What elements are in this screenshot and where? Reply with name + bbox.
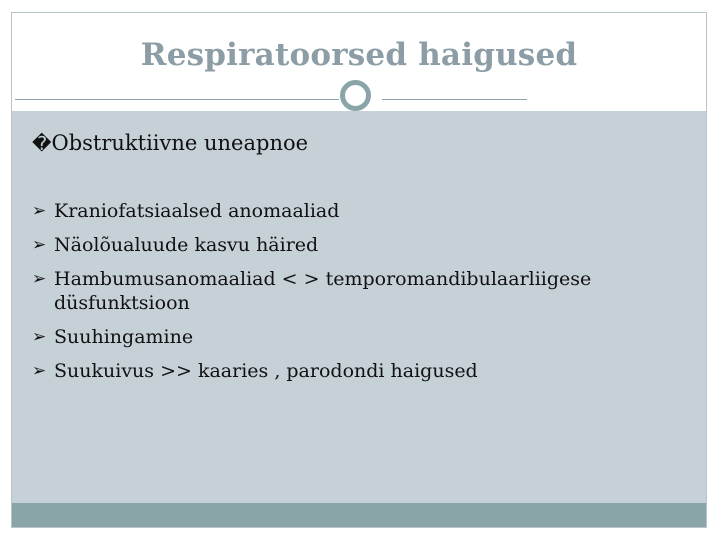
slide: [11, 12, 707, 528]
list-item: [32, 359, 682, 383]
content-area: [12, 111, 706, 503]
list-item-text: Näolõualuude kasvu häired: [54, 234, 319, 256]
bullet-list: [32, 199, 682, 393]
list-item-text: Kraniofatsiaalsed anomaaliad: [54, 200, 340, 222]
list-item: [32, 325, 682, 349]
arrow-bullet-icon: ➢: [32, 361, 47, 381]
footer-bar: [12, 503, 706, 527]
arrow-bullet-icon: ➢: [32, 327, 47, 347]
list-item-text: Suuhingamine: [54, 326, 194, 348]
list-item: [32, 233, 682, 257]
divider-line-right: [382, 99, 527, 100]
heading-bullet-box-icon: �: [32, 133, 52, 155]
heading-text: Obstruktiivne uneapnoe: [51, 131, 309, 155]
slide-title: Respiratoorsed haigused: [140, 37, 578, 73]
divider-line-left: [15, 99, 339, 100]
arrow-bullet-icon: ➢: [32, 201, 47, 221]
arrow-bullet-icon: ➢: [32, 235, 47, 255]
title-area: [12, 13, 706, 111]
section-heading: [32, 131, 308, 155]
arrow-bullet-icon: ➢: [32, 269, 47, 289]
list-item-text: Suukuivus >> kaaries , parodondi haigused: [54, 360, 478, 382]
list-item: [32, 199, 682, 223]
list-item-text: Hambumusanomaaliad < > temporomandibulaarliigese düsfunktsioon: [54, 268, 592, 314]
list-item: [32, 267, 682, 315]
divider-ring-icon: [340, 80, 371, 111]
